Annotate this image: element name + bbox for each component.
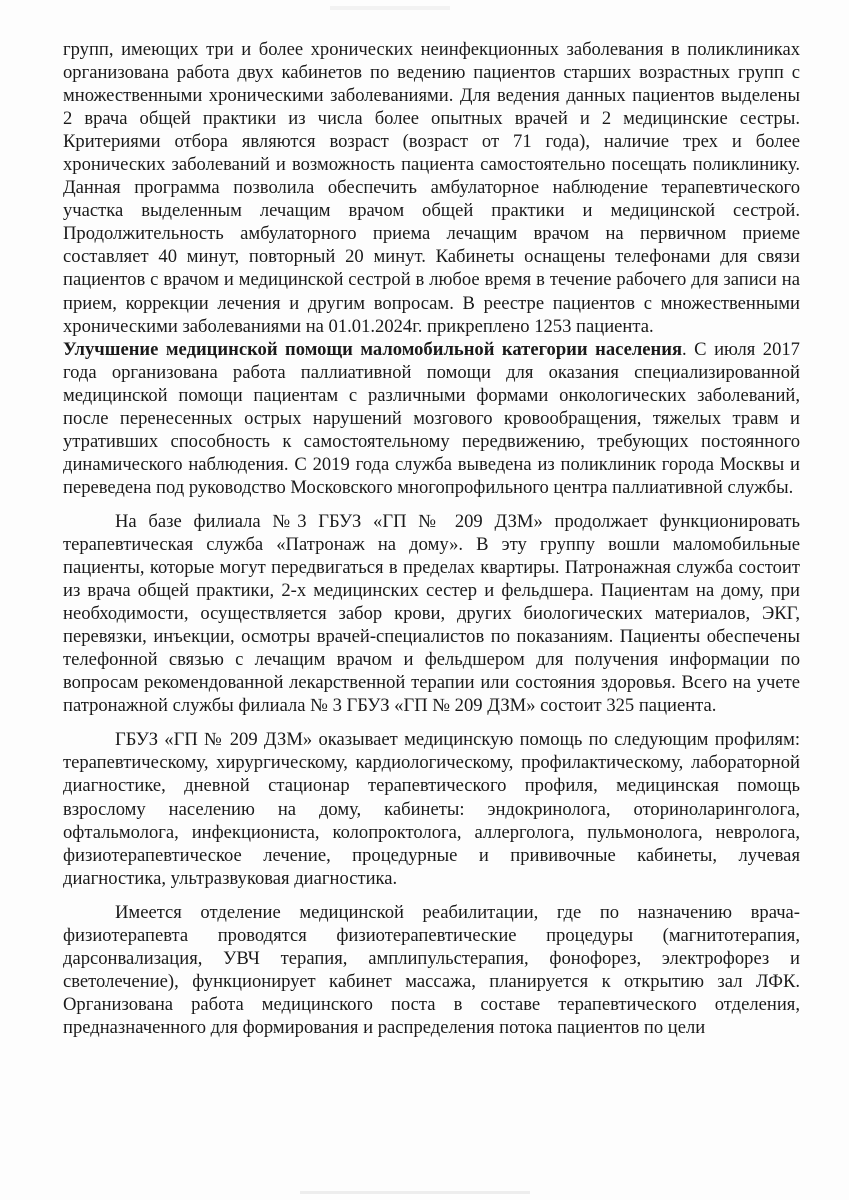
section-heading-low-mobility: Улучшение медицинской помощи маломобильной категории населения (63, 338, 683, 360)
scan-artifact (330, 6, 450, 10)
paragraph-palliative-care (63, 338, 800, 499)
scan-artifact (300, 1191, 530, 1194)
document-body (63, 38, 800, 1039)
paragraph-chronic-patients: групп, имеющих три и более хронических неинфекционных заболевания в поликлиниках организована работа двух кабинетов по ведению пациентов старших возрастных групп с множественными хроническими заболеваниями. Для ведения данных пациентов выделены 2 врача общей практики из числа более опытных врачей и 2 медицинские сестры. Критериями отбора являются возраст (возраст от 71 года), наличие трех и более хронических заболеваний и возможность пациента самостоятельно посещать поликлинику. Данная программа позволила обеспечить амбулаторное наблюдение терапевтического участка выделенным лечащим врачом общей практики и медицинской сестрой. Продолжительность амбулаторного приема лечащим врачом на первичном приеме составляет 40 минут, повторный 20 минут. Кабинеты оснащены телефонами для связи пациентов с врачом и медицинской сестрой в любое время в течение рабочего для записи на прием, коррекции лечения и другим вопросам. В реестре пациентов с множественными хроническими заболеваниями на 01.01.2024г. прикреплено 1253 пациента. (63, 39, 800, 337)
paragraph-rehabilitation: Имеется отделение медицинской реабилитации, где по назначению врача-физиотерапевта проводятся физиотерапевтические процедуры (магнитотерапия, дарсонвализация, УВЧ терапия, амплипульстерапия, фонофорез, электрофорез и светолечение), функционирует кабинет массажа, планируется к открытию зал ЛФК. Организована работа медицинского поста в составе терапевтического отделения, предназначенного для формирования и распределения потока пациентов по цели (63, 901, 800, 1038)
paragraph-palliative-care-body: . С июля 2017 года организована работа паллиативной помощи для оказания специализированной медицинской помощи пациентам с различными формами онкологических заболеваний, после перенесенных острых нарушений мозгового кровообращения, тяжелых травм и утративших способность к самостоятельному передвижению, требующих постоянного динамического наблюдения. С 2019 года служба выведена из поликлиник города Москвы и переведена под руководство Московского многопрофильного центра паллиативной службы. (63, 338, 800, 498)
paragraph-medical-profiles: ГБУЗ «ГП № 209 ДЗМ» оказывает медицинскую помощь по следующим профилям: терапевтическому, хирургическому, кардиологическому, профилактическому, лабораторной диагностике, дневной стационар терапевтического профиля, медицинская помощь взрослому населению на дому, кабинеты: эндокринолога, оториноларинголога, офтальмолога, инфекциониста, колопроктолога, аллерголога, пульмонолога, невролога, физиотерапевтическое лечение, процедурные и прививочные кабинеты, лучевая диагностика, ультразвуковая диагностика. (63, 729, 800, 889)
paragraph-home-patronage: На базе филиала №3 ГБУЗ «ГП № 209 ДЗМ» продолжает функционировать терапевтическая служба «Патронаж на дому». В эту группу вошли маломобильные пациенты, которые могут передвигаться в пределах квартиры. Патронажная служба состоит из врача общей практики, 2-х медицинских сестер и фельдшера. Пациентам на дому, при необходимости, осуществляется забор крови, других биологических материалов, ЭКГ, перевязки, инъекции, осмотры врачей-специалистов по показаниям. Пациенты обеспечены телефонной связью с лечащим врачом и фельдшером для получения информации по вопросам рекомендованной лекарственной терапии или состояния здоровья. Всего на учете патронажной службы филиала № 3 ГБУЗ «ГП № 209 ДЗМ» состоит 325 пациента. (63, 510, 800, 717)
